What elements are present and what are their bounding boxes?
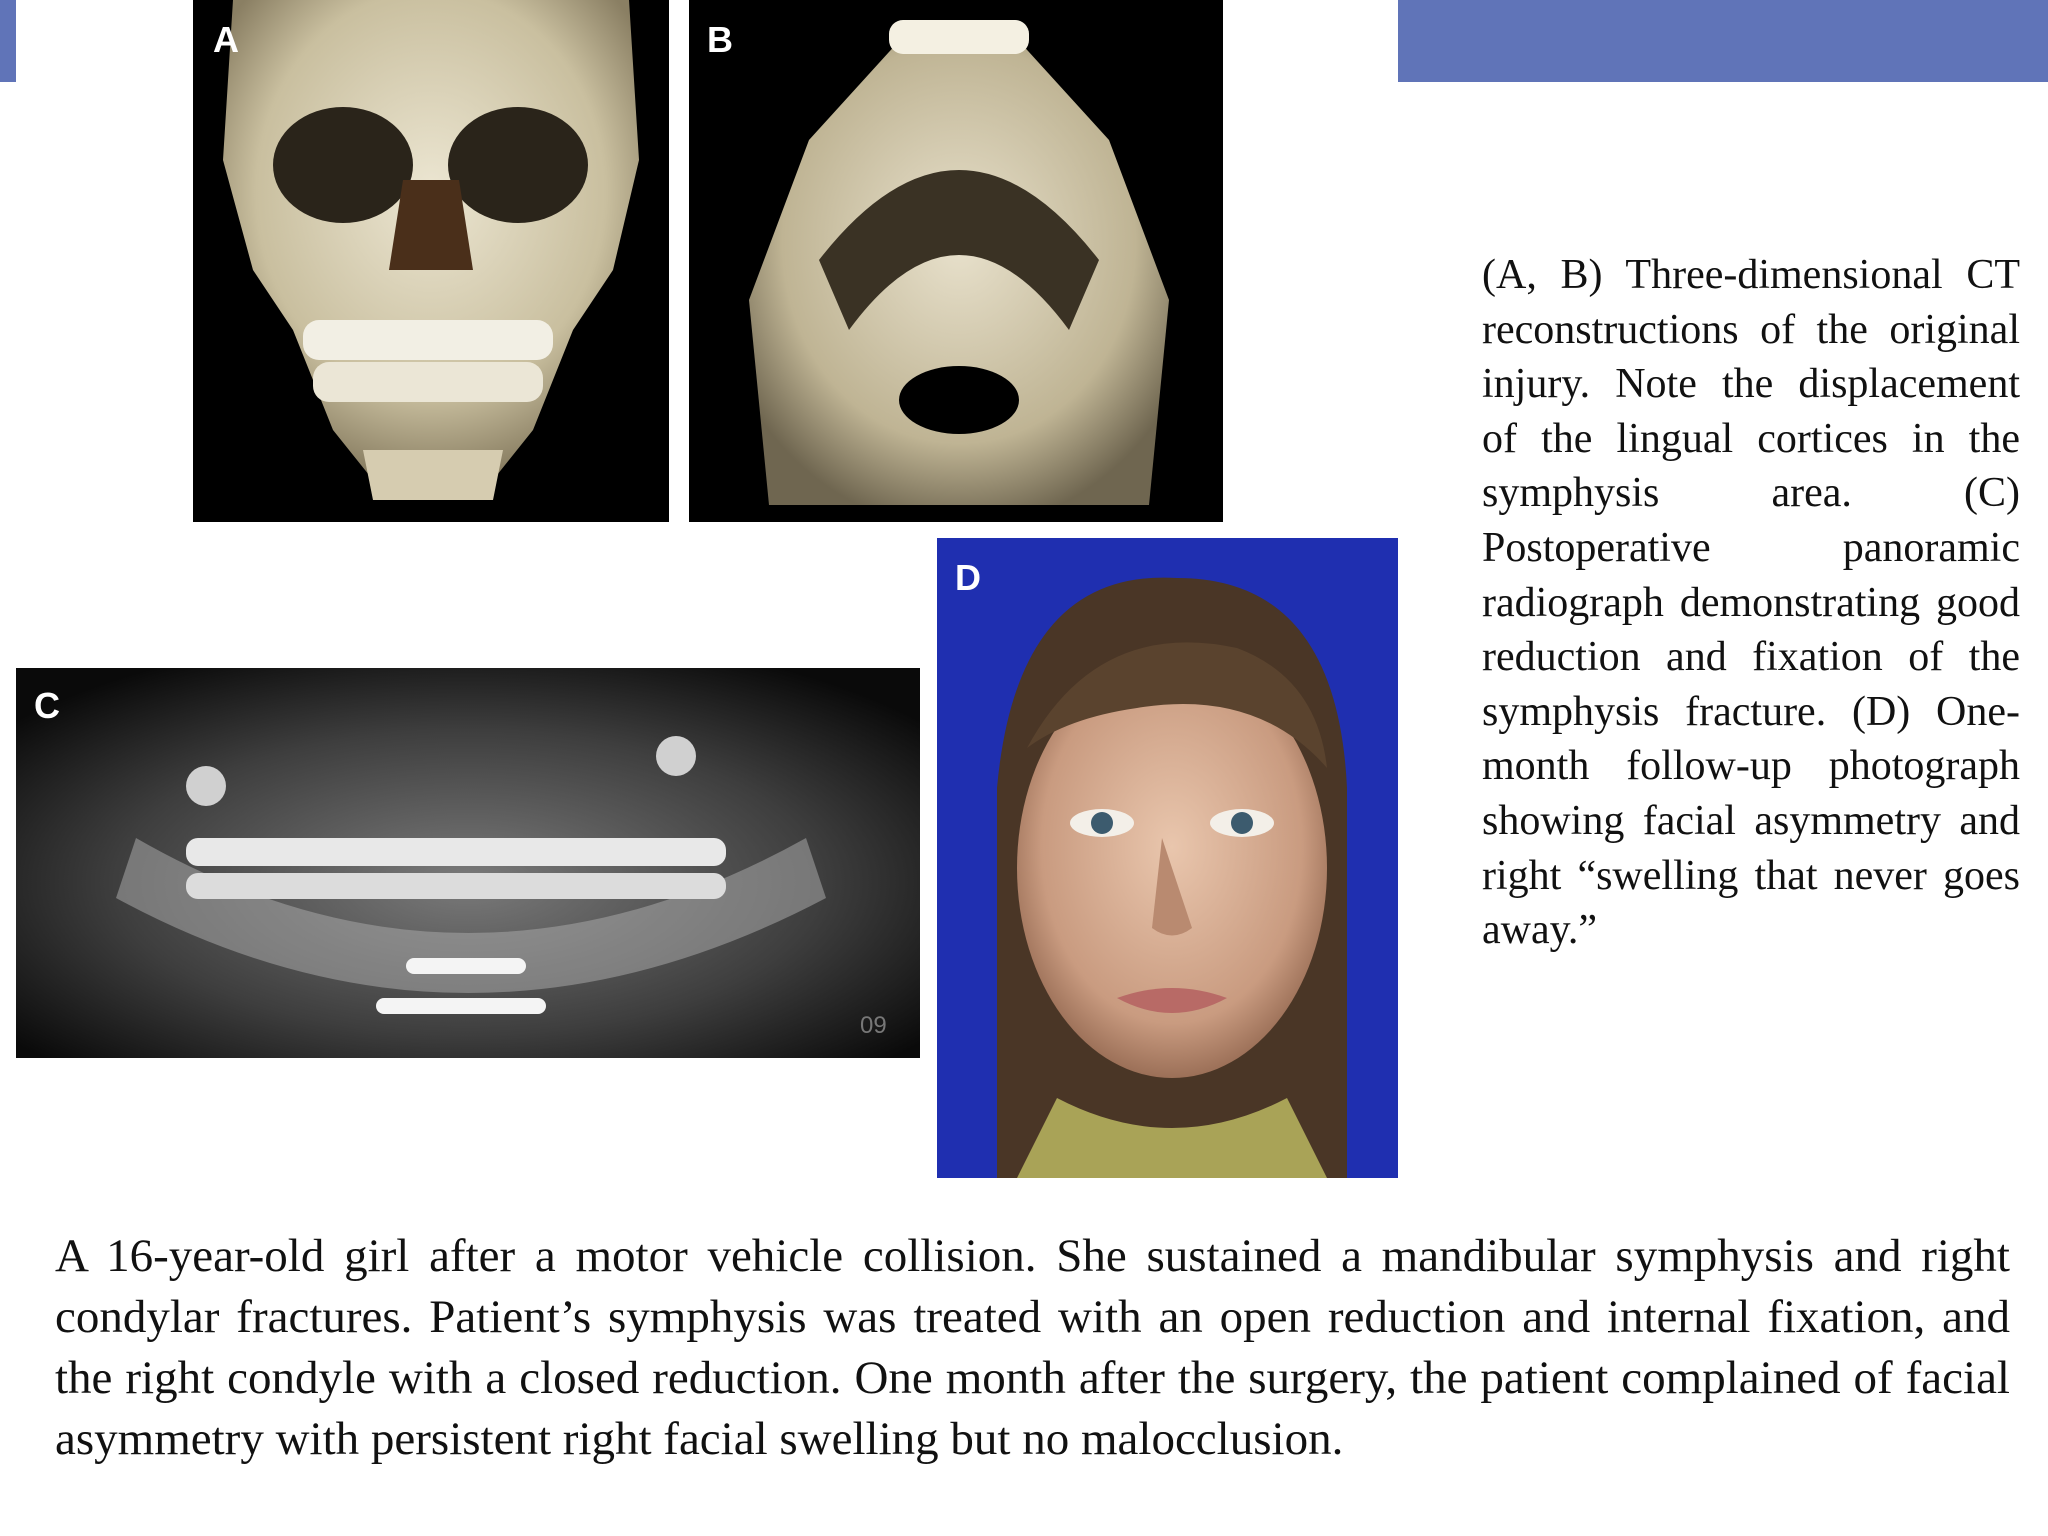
panoramic-xray-icon bbox=[16, 668, 920, 1058]
figure-caption: (A, B) Three-dimensional CT reconstructions of the original injury. Note the displacement of the lingual cortices in the symphysis area. (C) Postoperative panoramic radiograph demonstrating good reduction and fixation of the symphysis fracture. (D) One-month follow-up photograph showing facial asymmetry and right “swelling that never goes away.” bbox=[1482, 252, 2020, 954]
accent-bar-right bbox=[1398, 0, 2048, 82]
panel-a-ct-frontal-image bbox=[193, 0, 669, 522]
patient-face-icon bbox=[937, 538, 1398, 1178]
panel-c-corner-number: 09 bbox=[860, 1012, 887, 1039]
panel-d-label: D bbox=[955, 557, 981, 598]
panel-a-label: A bbox=[213, 19, 239, 60]
panel-b-label: B bbox=[707, 19, 733, 60]
panel-c-panoramic-radiograph-image bbox=[16, 668, 920, 1058]
panel-d-patient-photo bbox=[937, 538, 1398, 1178]
case-description: A 16-year-old girl after a motor vehicle collision. She sustained a mandibular symphysis and right condylar fractures. Patient’s symphysis was treated with an open reduction and internal fixation, and the right condyle with a closed reduction. One month after the surgery, the patient complained of facial asymmetry with persistent right facial swelling but no malocclusion. bbox=[55, 1230, 2010, 1465]
panel-b-ct-inferior-image bbox=[689, 0, 1223, 522]
skull-inferior-icon bbox=[689, 0, 1223, 522]
skull-frontal-icon bbox=[193, 0, 669, 522]
panel-c-label: C bbox=[34, 685, 60, 726]
accent-bar-left bbox=[0, 0, 16, 82]
